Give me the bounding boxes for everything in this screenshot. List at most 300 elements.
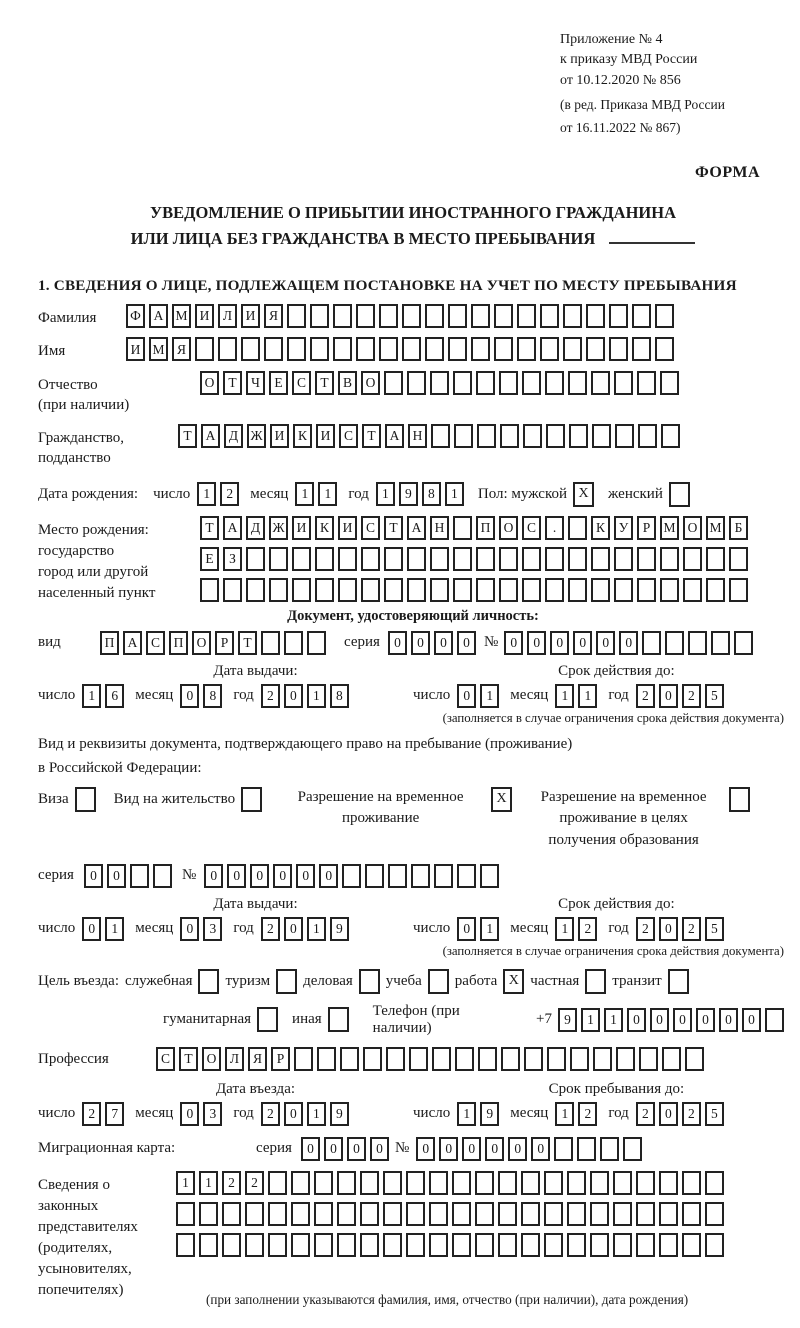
char-cell[interactable] [453, 547, 472, 571]
char-cell[interactable]: П [169, 631, 188, 655]
char-cell[interactable]: О [361, 371, 380, 395]
char-cell[interactable] [522, 547, 541, 571]
char-cell[interactable] [379, 304, 398, 328]
char-cell[interactable] [637, 578, 656, 602]
char-cell[interactable] [614, 371, 633, 395]
char-cell[interactable] [499, 547, 518, 571]
char-cell[interactable] [660, 578, 679, 602]
char-cell[interactable]: 9 [480, 1102, 499, 1126]
char-cell[interactable] [476, 578, 495, 602]
char-cell[interactable]: 0 [227, 864, 246, 888]
char-cell[interactable] [546, 424, 565, 448]
char-cell[interactable] [613, 1233, 632, 1257]
char-cell[interactable] [568, 578, 587, 602]
char-cell[interactable]: 2 [578, 917, 597, 941]
char-cell[interactable] [729, 578, 748, 602]
char-cell[interactable] [734, 631, 753, 655]
char-cell[interactable] [522, 578, 541, 602]
purpose-humanitarian-checkbox[interactable] [257, 1007, 278, 1032]
char-cell[interactable]: 2 [220, 482, 239, 506]
char-cell[interactable] [563, 304, 582, 328]
char-cell[interactable]: 0 [457, 684, 476, 708]
char-cell[interactable]: А [201, 424, 220, 448]
char-cell[interactable] [310, 304, 329, 328]
char-cell[interactable]: О [202, 1047, 221, 1071]
char-cell[interactable] [567, 1233, 586, 1257]
char-cell[interactable] [176, 1202, 195, 1226]
char-cell[interactable] [623, 1137, 642, 1161]
char-cell[interactable] [176, 1233, 195, 1257]
char-cell[interactable] [360, 1233, 379, 1257]
char-cell[interactable] [340, 1047, 359, 1071]
sex-female-checkbox[interactable] [669, 482, 690, 507]
char-cell[interactable]: 0 [485, 1137, 504, 1161]
char-cell[interactable] [609, 337, 628, 361]
char-cell[interactable]: 0 [619, 631, 638, 655]
char-cell[interactable]: И [270, 424, 289, 448]
char-cell[interactable] [547, 1047, 566, 1071]
char-cell[interactable]: 0 [84, 864, 103, 888]
char-cell[interactable] [563, 337, 582, 361]
char-cell[interactable] [639, 1047, 658, 1071]
char-cell[interactable]: 9 [330, 1102, 349, 1126]
char-cell[interactable] [524, 1047, 543, 1071]
char-cell[interactable] [407, 578, 426, 602]
char-cell[interactable] [683, 547, 702, 571]
char-cell[interactable] [409, 1047, 428, 1071]
char-cell[interactable] [593, 1047, 612, 1071]
char-cell[interactable] [591, 371, 610, 395]
char-cell[interactable]: 1 [480, 917, 499, 941]
residence-permit-checkbox[interactable] [241, 787, 262, 812]
char-cell[interactable]: У [614, 516, 633, 540]
char-cell[interactable] [475, 1171, 494, 1195]
char-cell[interactable] [452, 1233, 471, 1257]
purpose-other-checkbox[interactable] [328, 1007, 349, 1032]
char-cell[interactable]: 0 [180, 917, 199, 941]
char-cell[interactable] [246, 547, 265, 571]
char-cell[interactable]: М [172, 304, 191, 328]
char-cell[interactable] [452, 1171, 471, 1195]
char-cell[interactable] [333, 304, 352, 328]
char-cell[interactable] [478, 1047, 497, 1071]
char-cell[interactable]: Т [315, 371, 334, 395]
char-cell[interactable]: 0 [370, 1137, 389, 1161]
char-cell[interactable]: 1 [581, 1008, 600, 1032]
char-cell[interactable]: 1 [82, 684, 101, 708]
char-cell[interactable] [386, 1047, 405, 1071]
char-cell[interactable] [682, 1202, 701, 1226]
char-cell[interactable] [660, 371, 679, 395]
char-cell[interactable]: 9 [558, 1008, 577, 1032]
char-cell[interactable]: 1 [105, 917, 124, 941]
char-cell[interactable]: А [407, 516, 426, 540]
char-cell[interactable] [356, 337, 375, 361]
char-cell[interactable] [706, 547, 725, 571]
char-cell[interactable] [356, 304, 375, 328]
purpose-official-checkbox[interactable] [198, 969, 219, 994]
char-cell[interactable]: И [195, 304, 214, 328]
char-cell[interactable] [609, 304, 628, 328]
char-cell[interactable] [434, 864, 453, 888]
char-cell[interactable] [523, 424, 542, 448]
char-cell[interactable] [475, 1233, 494, 1257]
char-cell[interactable]: 0 [439, 1137, 458, 1161]
char-cell[interactable] [333, 337, 352, 361]
char-cell[interactable] [499, 578, 518, 602]
char-cell[interactable]: 1 [445, 482, 464, 506]
char-cell[interactable] [636, 1202, 655, 1226]
char-cell[interactable] [567, 1202, 586, 1226]
char-cell[interactable] [431, 424, 450, 448]
char-cell[interactable]: 0 [462, 1137, 481, 1161]
char-cell[interactable] [338, 578, 357, 602]
char-cell[interactable] [241, 337, 260, 361]
char-cell[interactable] [569, 424, 588, 448]
char-cell[interactable] [544, 1202, 563, 1226]
char-cell[interactable]: О [499, 516, 518, 540]
char-cell[interactable]: К [315, 516, 334, 540]
char-cell[interactable]: Р [271, 1047, 290, 1071]
char-cell[interactable] [592, 424, 611, 448]
char-cell[interactable] [586, 304, 605, 328]
char-cell[interactable] [567, 1171, 586, 1195]
char-cell[interactable]: 0 [434, 631, 453, 655]
char-cell[interactable]: К [293, 424, 312, 448]
char-cell[interactable] [665, 631, 684, 655]
char-cell[interactable] [130, 864, 149, 888]
char-cell[interactable]: Ф [126, 304, 145, 328]
char-cell[interactable] [540, 337, 559, 361]
char-cell[interactable]: 2 [682, 917, 701, 941]
char-cell[interactable] [655, 304, 674, 328]
char-cell[interactable]: 1 [480, 684, 499, 708]
char-cell[interactable] [430, 547, 449, 571]
char-cell[interactable]: 0 [324, 1137, 343, 1161]
char-cell[interactable]: 0 [180, 684, 199, 708]
char-cell[interactable] [429, 1233, 448, 1257]
char-cell[interactable] [454, 424, 473, 448]
char-cell[interactable] [494, 337, 513, 361]
char-cell[interactable]: 0 [673, 1008, 692, 1032]
char-cell[interactable]: . [545, 516, 564, 540]
char-cell[interactable]: Л [218, 304, 237, 328]
purpose-tourism-checkbox[interactable] [276, 969, 297, 994]
char-cell[interactable]: 5 [705, 1102, 724, 1126]
char-cell[interactable] [590, 1202, 609, 1226]
char-cell[interactable] [586, 337, 605, 361]
char-cell[interactable]: 2 [682, 1102, 701, 1126]
char-cell[interactable] [705, 1171, 724, 1195]
char-cell[interactable]: 1 [197, 482, 216, 506]
char-cell[interactable] [245, 1233, 264, 1257]
char-cell[interactable] [642, 631, 661, 655]
char-cell[interactable] [476, 371, 495, 395]
char-cell[interactable]: 0 [319, 864, 338, 888]
char-cell[interactable] [379, 337, 398, 361]
char-cell[interactable]: 1 [295, 482, 314, 506]
char-cell[interactable]: 9 [399, 482, 418, 506]
char-cell[interactable] [338, 547, 357, 571]
char-cell[interactable] [452, 1202, 471, 1226]
char-cell[interactable] [457, 864, 476, 888]
char-cell[interactable]: Ж [269, 516, 288, 540]
char-cell[interactable] [430, 578, 449, 602]
char-cell[interactable]: 1 [555, 1102, 574, 1126]
char-cell[interactable] [498, 1233, 517, 1257]
char-cell[interactable]: Ж [247, 424, 266, 448]
char-cell[interactable] [337, 1202, 356, 1226]
char-cell[interactable]: И [126, 337, 145, 361]
char-cell[interactable]: 0 [284, 917, 303, 941]
char-cell[interactable]: П [100, 631, 119, 655]
char-cell[interactable]: Т [223, 371, 242, 395]
char-cell[interactable]: 0 [531, 1137, 550, 1161]
char-cell[interactable] [577, 1137, 596, 1161]
char-cell[interactable] [384, 578, 403, 602]
char-cell[interactable] [480, 864, 499, 888]
char-cell[interactable] [521, 1171, 540, 1195]
char-cell[interactable]: 1 [457, 1102, 476, 1126]
char-cell[interactable]: 1 [555, 684, 574, 708]
char-cell[interactable] [222, 1233, 241, 1257]
char-cell[interactable]: 1 [555, 917, 574, 941]
char-cell[interactable]: 0 [411, 631, 430, 655]
char-cell[interactable]: 0 [719, 1008, 738, 1032]
char-cell[interactable] [659, 1233, 678, 1257]
char-cell[interactable] [153, 864, 172, 888]
char-cell[interactable] [590, 1171, 609, 1195]
char-cell[interactable]: Н [430, 516, 449, 540]
char-cell[interactable] [218, 337, 237, 361]
char-cell[interactable] [540, 304, 559, 328]
char-cell[interactable] [268, 1171, 287, 1195]
char-cell[interactable] [545, 371, 564, 395]
char-cell[interactable] [429, 1171, 448, 1195]
char-cell[interactable] [711, 631, 730, 655]
char-cell[interactable] [365, 864, 384, 888]
char-cell[interactable]: 0 [250, 864, 269, 888]
char-cell[interactable] [383, 1202, 402, 1226]
char-cell[interactable] [314, 1171, 333, 1195]
char-cell[interactable] [659, 1202, 678, 1226]
char-cell[interactable]: 2 [636, 1102, 655, 1126]
char-cell[interactable] [432, 1047, 451, 1071]
char-cell[interactable] [310, 337, 329, 361]
char-cell[interactable]: 0 [388, 631, 407, 655]
char-cell[interactable] [500, 424, 519, 448]
char-cell[interactable] [545, 578, 564, 602]
char-cell[interactable] [544, 1171, 563, 1195]
char-cell[interactable] [636, 1233, 655, 1257]
char-cell[interactable] [292, 578, 311, 602]
char-cell[interactable] [287, 304, 306, 328]
char-cell[interactable]: 2 [578, 1102, 597, 1126]
char-cell[interactable]: 8 [330, 684, 349, 708]
char-cell[interactable] [453, 371, 472, 395]
char-cell[interactable]: Д [224, 424, 243, 448]
char-cell[interactable] [522, 371, 541, 395]
char-cell[interactable] [307, 631, 326, 655]
char-cell[interactable] [222, 1202, 241, 1226]
char-cell[interactable]: А [123, 631, 142, 655]
char-cell[interactable] [517, 337, 536, 361]
char-cell[interactable]: 0 [457, 631, 476, 655]
char-cell[interactable]: 2 [222, 1171, 241, 1195]
char-cell[interactable]: Т [200, 516, 219, 540]
char-cell[interactable] [453, 516, 472, 540]
char-cell[interactable] [660, 547, 679, 571]
char-cell[interactable] [430, 371, 449, 395]
char-cell[interactable]: Я [172, 337, 191, 361]
char-cell[interactable] [342, 864, 361, 888]
char-cell[interactable] [662, 1047, 681, 1071]
char-cell[interactable] [615, 424, 634, 448]
char-cell[interactable]: 8 [422, 482, 441, 506]
char-cell[interactable] [402, 337, 421, 361]
char-cell[interactable]: Д [246, 516, 265, 540]
char-cell[interactable] [659, 1171, 678, 1195]
char-cell[interactable] [425, 304, 444, 328]
char-cell[interactable]: 1 [578, 684, 597, 708]
char-cell[interactable] [291, 1171, 310, 1195]
char-cell[interactable]: М [706, 516, 725, 540]
char-cell[interactable]: 2 [682, 684, 701, 708]
char-cell[interactable] [406, 1202, 425, 1226]
char-cell[interactable]: С [339, 424, 358, 448]
visa-checkbox[interactable] [75, 787, 96, 812]
char-cell[interactable]: 0 [347, 1137, 366, 1161]
char-cell[interactable] [637, 371, 656, 395]
char-cell[interactable]: 0 [301, 1137, 320, 1161]
char-cell[interactable] [705, 1233, 724, 1257]
purpose-study-checkbox[interactable] [428, 969, 449, 994]
char-cell[interactable]: Е [269, 371, 288, 395]
char-cell[interactable]: 2 [261, 917, 280, 941]
purpose-work-checkbox[interactable]: X [503, 969, 524, 994]
char-cell[interactable]: О [200, 371, 219, 395]
char-cell[interactable]: 2 [261, 684, 280, 708]
char-cell[interactable]: 8 [203, 684, 222, 708]
char-cell[interactable] [388, 864, 407, 888]
char-cell[interactable]: 2 [261, 1102, 280, 1126]
char-cell[interactable]: 5 [705, 684, 724, 708]
char-cell[interactable] [477, 424, 496, 448]
char-cell[interactable]: О [192, 631, 211, 655]
char-cell[interactable] [402, 304, 421, 328]
char-cell[interactable]: 1 [199, 1171, 218, 1195]
char-cell[interactable] [545, 547, 564, 571]
char-cell[interactable] [411, 864, 430, 888]
char-cell[interactable]: Т [238, 631, 257, 655]
char-cell[interactable] [544, 1233, 563, 1257]
char-cell[interactable]: 0 [180, 1102, 199, 1126]
char-cell[interactable]: 1 [307, 1102, 326, 1126]
char-cell[interactable]: 0 [508, 1137, 527, 1161]
char-cell[interactable]: Р [637, 516, 656, 540]
purpose-private-checkbox[interactable] [585, 969, 606, 994]
char-cell[interactable] [637, 547, 656, 571]
char-cell[interactable]: С [522, 516, 541, 540]
char-cell[interactable] [614, 547, 633, 571]
char-cell[interactable] [476, 547, 495, 571]
char-cell[interactable] [682, 1171, 701, 1195]
char-cell[interactable]: 0 [504, 631, 523, 655]
char-cell[interactable] [600, 1137, 619, 1161]
char-cell[interactable]: 0 [107, 864, 126, 888]
char-cell[interactable]: М [149, 337, 168, 361]
char-cell[interactable] [425, 337, 444, 361]
char-cell[interactable] [223, 578, 242, 602]
char-cell[interactable]: 1 [307, 684, 326, 708]
char-cell[interactable] [521, 1233, 540, 1257]
char-cell[interactable]: Т [179, 1047, 198, 1071]
char-cell[interactable] [638, 424, 657, 448]
char-cell[interactable]: 9 [330, 917, 349, 941]
char-cell[interactable] [614, 578, 633, 602]
char-cell[interactable]: 0 [284, 684, 303, 708]
char-cell[interactable]: 0 [204, 864, 223, 888]
char-cell[interactable] [383, 1171, 402, 1195]
char-cell[interactable]: 0 [659, 1102, 678, 1126]
char-cell[interactable]: О [683, 516, 702, 540]
char-cell[interactable] [264, 337, 283, 361]
char-cell[interactable] [269, 547, 288, 571]
char-cell[interactable] [685, 1047, 704, 1071]
char-cell[interactable] [636, 1171, 655, 1195]
sex-male-checkbox[interactable]: X [573, 482, 594, 507]
char-cell[interactable] [291, 1202, 310, 1226]
char-cell[interactable] [471, 304, 490, 328]
char-cell[interactable]: 0 [650, 1008, 669, 1032]
char-cell[interactable] [729, 547, 748, 571]
char-cell[interactable]: 0 [296, 864, 315, 888]
char-cell[interactable] [245, 1202, 264, 1226]
char-cell[interactable] [498, 1171, 517, 1195]
char-cell[interactable] [682, 1233, 701, 1257]
char-cell[interactable] [688, 631, 707, 655]
char-cell[interactable] [360, 1202, 379, 1226]
char-cell[interactable] [315, 578, 334, 602]
char-cell[interactable] [337, 1233, 356, 1257]
char-cell[interactable]: Я [248, 1047, 267, 1071]
char-cell[interactable] [568, 516, 587, 540]
char-cell[interactable]: 3 [203, 1102, 222, 1126]
char-cell[interactable] [655, 337, 674, 361]
char-cell[interactable]: 0 [596, 631, 615, 655]
char-cell[interactable] [246, 578, 265, 602]
char-cell[interactable] [499, 371, 518, 395]
char-cell[interactable] [501, 1047, 520, 1071]
char-cell[interactable] [521, 1202, 540, 1226]
char-cell[interactable] [268, 1202, 287, 1226]
char-cell[interactable]: 1 [307, 917, 326, 941]
char-cell[interactable]: И [241, 304, 260, 328]
char-cell[interactable]: 7 [105, 1102, 124, 1126]
char-cell[interactable] [314, 1202, 333, 1226]
char-cell[interactable] [384, 547, 403, 571]
char-cell[interactable] [287, 337, 306, 361]
char-cell[interactable] [453, 578, 472, 602]
char-cell[interactable]: 1 [318, 482, 337, 506]
char-cell[interactable] [455, 1047, 474, 1071]
char-cell[interactable] [361, 547, 380, 571]
char-cell[interactable] [705, 1202, 724, 1226]
char-cell[interactable]: Т [362, 424, 381, 448]
char-cell[interactable] [568, 547, 587, 571]
char-cell[interactable] [706, 578, 725, 602]
char-cell[interactable] [494, 304, 513, 328]
